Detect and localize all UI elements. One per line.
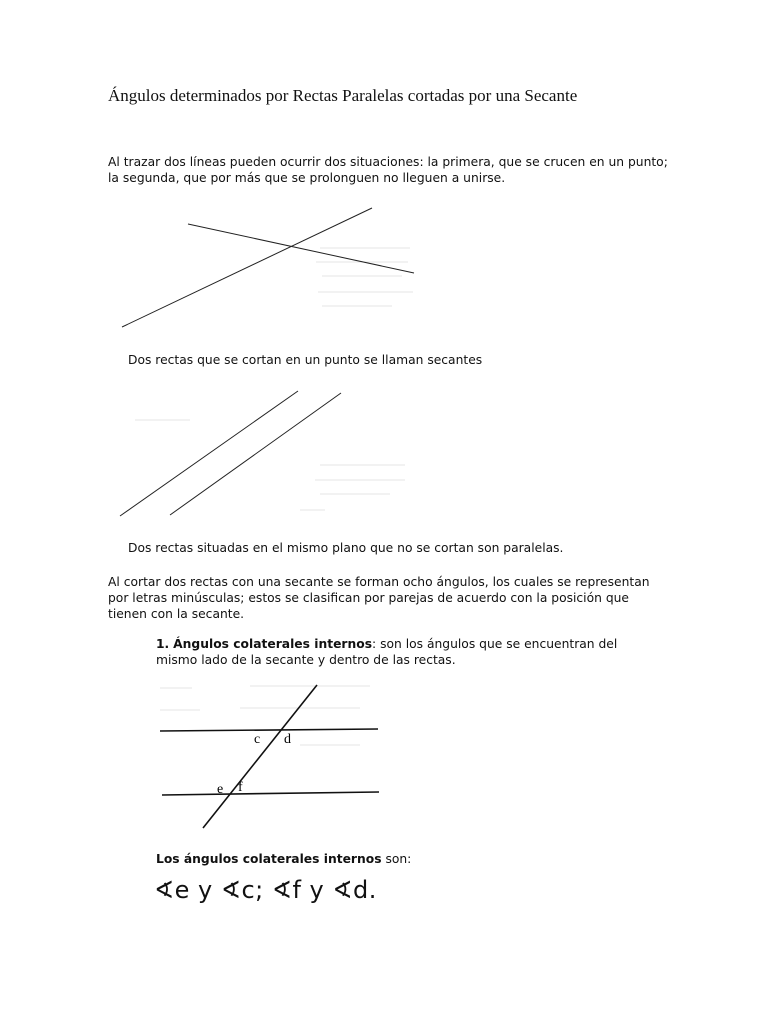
figure-transversal: [160, 685, 379, 828]
parallel-line-b: [170, 393, 341, 515]
secant-line-b: [122, 208, 372, 327]
conclusion-line: [156, 851, 411, 867]
conclusion-suffix: son:: [381, 852, 412, 866]
caption-secantes: Dos rectas que se cortan en un punto se llaman secantes: [128, 353, 483, 367]
eight-angles-paragraph: Al cortar dos rectas con una secante se forman ocho ángulos, los cuales se representan por letras minúsculas; estos se clasifican por parejas de acuerdo con la posición que tienen con la secante.: [108, 575, 650, 621]
parallel-line-a: [120, 391, 298, 516]
transversal-line: [203, 685, 317, 828]
faint-bleed-through: [316, 248, 413, 306]
caption-paralelas: Dos rectas situadas en el mismo plano que no se cortan son paralelas.: [128, 541, 564, 555]
figure-parallel-lines: [120, 391, 405, 516]
angle-label-d: d: [284, 732, 291, 747]
item-number: 1.: [156, 637, 170, 651]
item-term: Ángulos colaterales internos: [173, 637, 373, 651]
angle-label-e: e: [217, 782, 224, 797]
angle-label-f: f: [238, 780, 243, 795]
conclusion-term: Los ángulos colaterales internos: [156, 852, 382, 866]
angle-pairs-formula: ∢e y ∢c; ∢f y ∢d.: [154, 876, 377, 904]
faint-bleed-through: [160, 686, 370, 745]
parallel-line-top: [160, 729, 378, 731]
page-title: Ángulos determinados por Rectas Paralelas cortadas por una Secante: [108, 86, 578, 105]
item-text: : son los ángulos que se encuentran del mismo lado de la secante y dentro de las rectas.: [156, 637, 618, 667]
figure-secant-lines: [122, 208, 414, 327]
faint-bleed-through: [135, 420, 405, 510]
angle-label-c: c: [254, 732, 261, 747]
item-colaterales-internos: [156, 636, 656, 668]
intro-paragraph: Al trazar dos líneas pueden ocurrir dos situaciones: la primera, que se crucen en un punto; la segunda, que por más que se prolonguen no lleguen a unirse.: [108, 155, 668, 185]
parallel-line-bottom: [162, 792, 379, 795]
